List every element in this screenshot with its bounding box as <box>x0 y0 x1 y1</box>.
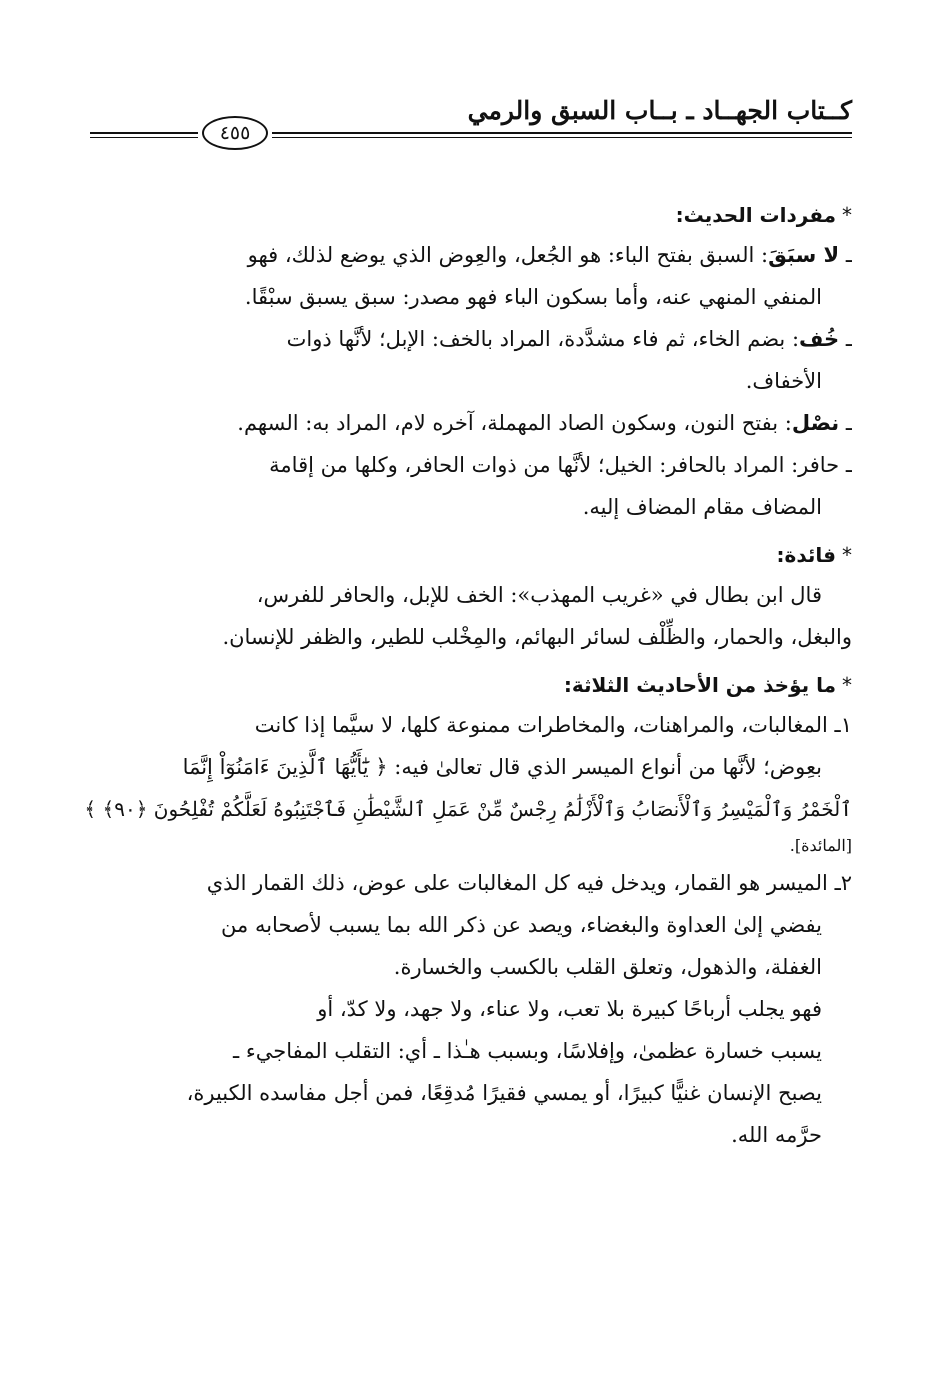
ruling-line: الغفلة، والذهول، وتعلق القلب بالكسب والخسارة. <box>393 955 822 979</box>
heading-text: فائدة: <box>776 543 836 567</box>
section-heading-vocabulary <box>82 196 852 234</box>
vocab-entry: ـ خُف: بضم الخاء، ثم فاء مشدَّدة، المراد بالخف: الإبل؛ لأنَّها ذوات <box>286 327 852 351</box>
vocab-definition: : بضم الخاء، ثم فاء مشدَّدة، المراد بالخف: الإبل؛ لأنَّها ذوات <box>286 327 800 351</box>
vocab-entry: ـ حافر: المراد بالحافر: الخيل؛ لأنَّها من ذوات الحافر، وكلها من إقامة <box>269 453 852 477</box>
vocab-definition: : بفتح النون، وسكون الصاد المهملة، آخره لام، المراد به: السهم. <box>237 411 792 435</box>
header-rule <box>90 137 198 138</box>
vocab-entry: ـ لا سبَقَ: السبق بفتح الباء: هو الجُعل، والعِوض الذي يوضع لذلك، فهو <box>247 243 852 267</box>
vocab-term: نصْل <box>791 411 840 435</box>
vocab-term: لا سبَقَ <box>768 243 840 267</box>
ruling-line: بعِوض؛ لأنَّها من أنواع الميسر الذي قال تعالىٰ فيه: ﴿ يَٰٓأَيُّهَا ٱلَّذِينَ ءَامَنُوٓاْ إِنَّمَا <box>182 755 822 779</box>
vocab-continuation: المضاف مقام المضاف إليه. <box>582 495 822 519</box>
header-rule <box>272 137 852 138</box>
header-rule <box>90 132 198 134</box>
page-body <box>82 196 852 1156</box>
heading-text: ما يؤخذ من الأحاديث الثلاثة: <box>563 673 836 697</box>
closing-line: يصبح الإنسان غنيًّا كبيرًا، أو يمسي فقيرًا مُدقِعًا، فمن أجل مفاسده الكبيرة، <box>186 1081 822 1105</box>
ruling-line: يفضي إلىٰ العداوة والبغضاء، ويصد عن ذكر الله بما يسبب لأصحابه من <box>221 913 822 937</box>
benefit-line: قال ابن بطال في «غريب المهذب»: الخف للإبل، والحافر للفرس، <box>256 583 822 607</box>
section-heading-rulings <box>82 666 852 704</box>
vocab-definition: : السبق بفتح الباء: هو الجُعل، والعِوض الذي يوضع لذلك، فهو <box>247 243 769 267</box>
vocab-continuation: الأخفاف. <box>745 369 822 393</box>
star-bullet: * <box>842 203 852 227</box>
spacer <box>82 528 852 536</box>
page-number: ٤٥٥ <box>202 116 268 150</box>
running-title: كــتاب الجهــاد ـ بــاب السبق والرمي <box>467 96 852 125</box>
quran-verse-line: ٱلْخَمْرُ وَٱلْمَيْسِرُ وَٱلْأَنصَابُ وَٱلْأَزْلَٰمُ رِجْسٌ مِّنْ عَمَلِ ٱلشَّيْطَٰنِ فَٱجْتَنِبُوهُ لَعَلَّكُمْ تُفْلِحُونَ ﴿٩٠﴾ ﴾ <box>84 797 852 821</box>
closing-line: حرَّمه الله. <box>731 1123 822 1147</box>
ruling-line: ١ـ المغالبات، والمراهنات، والمخاطرات ممنوعة كلها، لا سيَّما إذا كانت <box>254 713 852 737</box>
vocab-definition: : المراد بالحافر: الخيل؛ لأنَّها من ذوات الحافر، وكلها من إقامة <box>269 453 799 477</box>
benefit-line: والبغل، والحمار، والظِّلْف لسائر البهائم، والمِخْلب للطير، والظفر للإنسان. <box>222 625 852 649</box>
ruling-line: ٢ـ الميسر هو القمار، ويدخل فيه كل المغالبات على عوض، ذلك القمار الذي <box>206 871 852 895</box>
vocab-continuation: المنفي المنهي عنه، وأما بسكون الباء فهو مصدر: سبق يسبق سبْقًا. <box>244 285 822 309</box>
vocab-term: حافر <box>798 453 840 477</box>
header-rule <box>272 132 852 134</box>
closing-line: يسبب خسارة عظمىٰ، وإفلاسًا، وبسبب هـٰذا ـ أي: التقلب المفاجيء ـ <box>233 1039 822 1063</box>
star-bullet: * <box>842 543 852 567</box>
running-header <box>90 96 852 156</box>
heading-text: مفردات الحديث: <box>675 203 836 227</box>
surah-reference: [المائدة]. <box>789 836 852 855</box>
spacer <box>82 658 852 666</box>
vocab-entry: ـ نصْل: بفتح النون، وسكون الصاد المهملة، آخره لام، المراد به: السهم. <box>237 411 852 435</box>
section-heading-benefit <box>82 536 852 574</box>
closing-line: فهو يجلب أرباحًا كبيرة بلا تعب، ولا عناء، ولا جهد، ولا كدّ، أو <box>317 997 822 1021</box>
star-bullet: * <box>842 673 852 697</box>
vocab-term: خُف <box>799 327 840 351</box>
